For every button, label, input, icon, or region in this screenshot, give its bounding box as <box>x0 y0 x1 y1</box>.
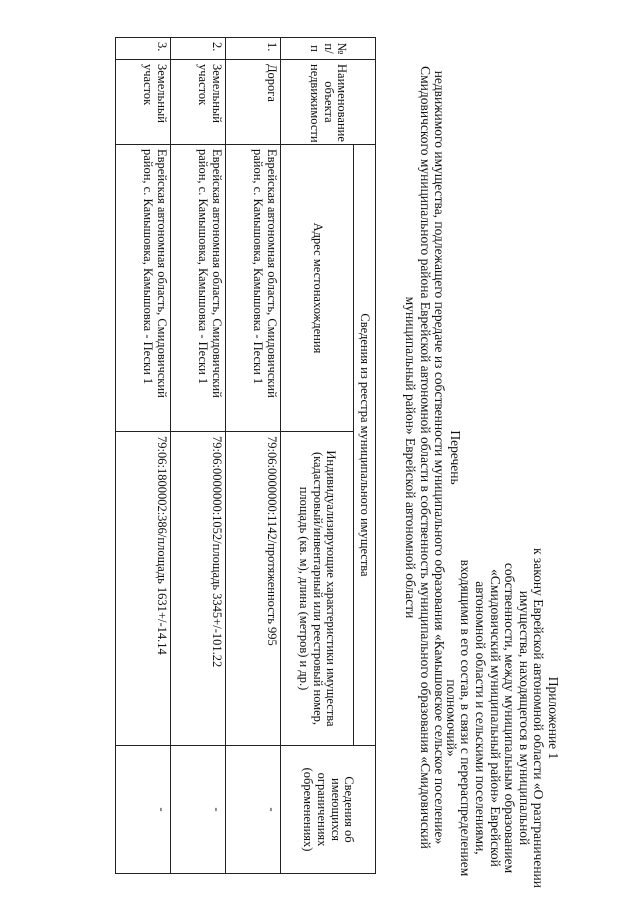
row-address: Еврейская автономная область, Смидовичский район, с. Камышовка, Камышовка - Пески 1 <box>171 145 226 432</box>
table-row <box>171 38 226 874</box>
row-num: 2. <box>171 38 226 60</box>
row-limitations: - <box>226 746 281 874</box>
header-num: № п/п <box>281 38 376 60</box>
table-row <box>116 38 171 874</box>
row-num: 1. <box>226 38 281 60</box>
header-name: Наименование объекта недвижимости <box>281 60 376 145</box>
row-address: Еврейская автономная область, Смидовичский район, с. Камышовка, Камышовка - Пески 1 <box>116 145 171 432</box>
header-limitations: Сведения об имеющихся ограничениях (обременениях) <box>281 746 376 874</box>
appendix-text: к закону Еврейской автономной области «О разграничении имущества, находящегося в муниципальной собственности, между муниципальным образованием «Смидовичский муниципальный район» Еврейской автономной области и сельскими поселениями, входящими в его состав, в связи с перераспределением полномочий» <box>443 548 547 889</box>
header-identification: Индивидуализирующие характеристики имущества (кадастровый/инвентарный или реестровый номер, площадь (кв. м), длина (метров) и др.) <box>281 432 354 746</box>
table-row <box>226 38 281 874</box>
row-identification: 79:06:0000000:1052/площадь 3345+/-101.22 <box>171 432 226 746</box>
row-name: Дорога <box>226 60 281 145</box>
document-subtitle: недвижимого имущества, подлежащего передаче из собственности муниципального образования «Камышовское сельское поселение» Смидовичского муниципального района Еврейской автономной области в собственность муниципального образования «Смидовичский муниципальный район» Еврейской автономной области <box>403 66 448 849</box>
row-address: Еврейская автономная область, Смидовичский район, с. Камышовка, Камышовка - Пески 1 <box>226 145 281 432</box>
header-registry-group: Сведения из реестра муниципального имущества <box>354 145 376 746</box>
row-identification: 79:06:0000000:1142/протяженность 995 <box>226 432 281 746</box>
document-title-block <box>403 40 462 875</box>
header-address: Адрес местонахождения <box>281 145 354 432</box>
property-table <box>115 37 376 874</box>
document-heading: Перечень <box>448 430 463 485</box>
appendix-title: Приложение 1 <box>546 676 561 760</box>
row-name: Земельный участок <box>171 60 226 145</box>
table-header-row <box>354 38 376 874</box>
row-name: Земельный участок <box>116 60 171 145</box>
row-num: 3. <box>116 38 171 60</box>
row-limitations: - <box>171 746 226 874</box>
row-limitations: - <box>116 746 171 874</box>
row-identification: 79:06:1800002:386/площадь 1631+/-14.14 <box>116 432 171 746</box>
